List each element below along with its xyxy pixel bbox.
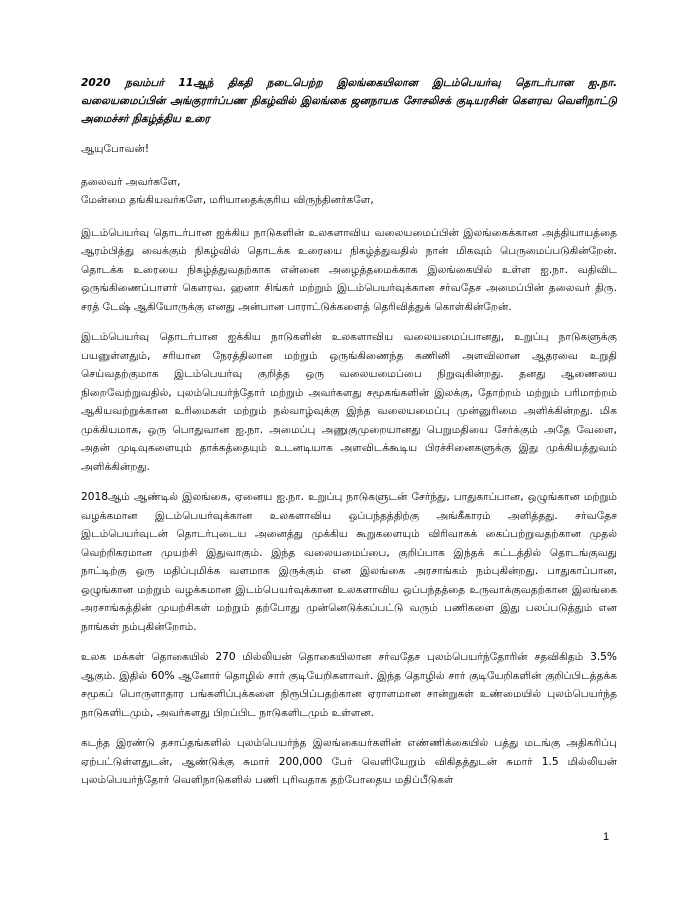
speech-title: 2020 நவம்பர் 11ஆந் திகதி நடைபெற்ற இலங்கையிலான இடம்பெயர்வு தொடர்பான ஐ.நா. வலையமைப்பின் அங்குரார்ப்பண நிகழ்வில் இலங்கை ஜனநாயக சோசலிசக் குடியரசின் கௌரவ வெளிநாட்டு அமைச்சர் நிகழ்த்திய உரை bbox=[81, 77, 617, 125]
paragraph-5: கடந்த இரண்டு தசாப்தங்களில் புலம்பெயர்ந்த இலங்கையர்களின் எண்ணிக்கையில் பத்து மடங்கு அதிகரிப்பு ஏற்பட்டுள்ளதுடன், ஆண்டுக்கு சுமார் 200,000 பேர் வெளியேறும் விகிதத்துடன் சுமார் 1.5 மில்லியன் புலம்பெயர்ந்தோர் வெளிநாடுகளில் பணி புரிவதாக தற்போதைய மதிப்பீடுகள் bbox=[81, 737, 617, 786]
speech-body bbox=[81, 74, 617, 802]
salutation-line-2: மேன்மை தங்கியவர்களே, மரியாதைக்குரிய விருந்தினர்களே, bbox=[81, 194, 374, 206]
paragraph-3: 2018ஆம் ஆண்டில் இலங்கை, ஏனைய ஐ.நா. உறுப்பு நாடுகளுடன் சேர்ந்து, பாதுகாப்பான, ஒழுங்கான மற்றும் வழக்கமான இடம்பெயர்வுக்கான உலகளாவிய ஒப்பந்தத்திற்கு அங்கீகாரம் அளித்தது. சர்வதேச இடம்பெயர்வுடன் தொடர்புடைய அனைத்து முக்கிய கூறுகளையும் விரிவாகக் கைப்பற்றுவதற்கான முதல் வெற்றிகரமான முயற்சி இதுவாகும். இந்த வலையமைப்பை, குறிப்பாக இந்தக் கட்டத்தில் தொடங்குவது நாட்டிற்கு ஒரு மதிப்புமிக்க வளமாக இருக்கும் என இலங்கை அரசாங்கம் நம்புகின்றது. பாதுகாப்பான, ஒழுங்கான மற்றும் வழக்கமான இடம்பெயர்வுக்கான உலகளாவிய ஒப்பந்தத்தை உருவாக்குவதற்கான இலங்கை அரசாங்கத்தின் முயற்சிகள் மற்றும் தற்போது முன்னெடுக்கப்பட்டு வரும் பணிகளை இது பலப்படுத்தும் என நாங்கள் நம்புகின்றோம். bbox=[81, 491, 617, 633]
paragraph-4: உலக மக்கள் தொகையில் 270 மில்லியன் தொகையிலான சர்வதேச புலம்பெயர்ந்தோரின் சதவிகிதம் 3.5% ஆகும். இதில் 60% ஆனோர் தொழில் சார் குடியேறிகளாவர். இந்த தொழில் சார் குடியேறிகளின் குறிப்பிடத்தக்க சமூகப் பொருளாதார பங்களிப்புக்களை நிரூபிப்பதற்கான ஏராளமான சான்றுகள் உண்மையில் புலம்பெயர்ந்த நாடுகளிடமும், அவர்களது பிறப்பிட நாடுகளிடமும் உள்ளன. bbox=[81, 651, 617, 719]
paragraph-2: இடம்பெயர்வு தொடர்பான ஐக்கிய நாடுகளின் உலகளாவிய வலையமைப்பானது, உறுப்பு நாடுகளுக்கு பயனுள்ளதும், சரியான நேரத்திலான மற்றும் ஒருங்கிணைந்த கணினி அளவிலான ஆதரவை உறுதி செய்வதற்குமாக இடம்பெயர்வு குறித்த ஒரு வலையமைப்பை நிறுவுகின்றது. தனது ஆணையை நிறைவேற்றுவதில், புலம்பெயர்ந்தோர் மற்றும் அவர்களது சமூகங்களின் இலக்கு, தோற்றம் மற்றும் பரிமாற்றம் ஆகியவற்றுக்கான உரிமைகள் மற்றும் நல்வாழ்வுக்கு இந்த வலையமைப்பு முன்னுரிமை அளிக்கின்றது. மிக முக்கியமாக, ஒரு பொதுவான ஐ.நா. அமைப்பு அணுகுமுறையானது பெறுமதியை சேர்க்கும் அதே வேளை, அதன் முடிவுகளையும் தாக்கத்தையும் உடனடியாக அளவிடக்கூடிய பிரச்சினைகளுக்கு இது முக்கியத்துவம் அளிக்கின்றது. bbox=[81, 331, 617, 473]
greeting: ஆயுபோவன்! bbox=[81, 143, 150, 155]
paragraph-1: இடம்பெயர்வு தொடர்பான ஐக்கிய நாடுகளின் உலகளாவிய வலையமைப்பின் இலங்கைக்கான அத்தியாயத்தை ஆரம்பித்து வைக்கும் நிகழ்வில் தொடக்க உரையை நிகழ்த்துவதில் நான் மிகவும் பெருமைப்படுகின்றேன். தொடக்க உரையை நிகழ்த்துவதற்காக என்னை அழைத்தமைக்காக இலங்கையில் உள்ள ஐ.நா. வதிவிட ஒருங்கிணைப்பாளர் கௌரவ. ஹனா சிங்கர் மற்றும் இடம்பெயர்வுக்கான சர்வதேச அமைப்பின் தலைவர் திரு. சரத் டேஷ் ஆகியோருக்கு எனது அன்பான பாராட்டுக்களைத் தெரிவித்துக் கொள்கின்றேன். bbox=[81, 226, 617, 313]
page-number: 1 bbox=[603, 831, 610, 843]
salutation-line-1: தலைவர் அவர்களே, bbox=[81, 175, 181, 188]
salutation bbox=[81, 173, 617, 210]
